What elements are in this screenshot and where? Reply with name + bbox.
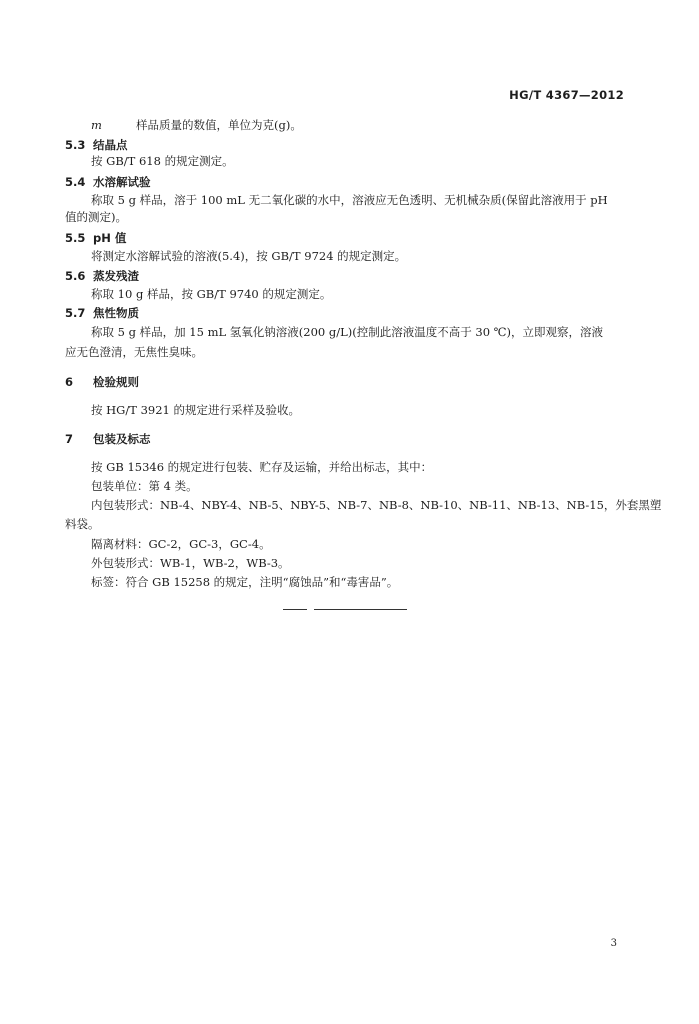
- section-title: 蒸发残渣: [93, 269, 139, 283]
- section-title: 结晶点: [93, 138, 128, 152]
- section-text-5-7-line1: 称取 5 g 样品，加 15 mL 氢氧化钠溶液(200 g/L)(控制此溶液温度不高于 30 ℃)，立即观察，溶液: [91, 325, 604, 339]
- end-rule-long: [314, 609, 407, 610]
- section-text-5-6: 称取 10 g 样品，按 GB/T 9740 的规定测定。: [91, 287, 332, 301]
- section-text-7-p3-line1: 内包装形式：NB-4、NBY-4、NB-5、NBY-5、NB-7、NB-8、NB-10、NB-11、NB-13、NB-15，外套黑塑: [91, 498, 662, 512]
- section-heading-5-3: [65, 137, 128, 153]
- section-number: 5.6: [65, 269, 86, 283]
- section-heading-5-5: [65, 230, 126, 246]
- section-number: 7: [65, 432, 74, 446]
- variable-definition: [91, 118, 302, 133]
- section-text-7-p1: 按 GB 15346 的规定进行包装、贮存及运输，并给出标志，其中：: [91, 460, 433, 474]
- section-text-5-4-line2: 值的测定)。: [65, 210, 127, 224]
- section-heading-7: [65, 431, 151, 447]
- section-text-7-p5: 外包装形式：WB-1，WB-2，WB-3。: [91, 556, 290, 570]
- variable-text: 样品质量的数值，单位为克(g)。: [136, 118, 302, 132]
- section-text-7-p4: 隔离材料：GC-2，GC-3，GC-4。: [91, 537, 271, 551]
- section-text-5-4-line1: 称取 5 g 样品，溶于 100 mL 无二氧化碳的水中，溶液应无色透明、无机械杂质(保留此溶液用于 pH: [91, 193, 608, 207]
- section-text-6: 按 HG/T 3921 的规定进行采样及验收。: [91, 403, 300, 417]
- section-text-5-7-line2: 应无色澄清，无焦性臭味。: [65, 345, 203, 359]
- section-text-7-p6: 标签：符合 GB 15258 的规定，注明“腐蚀品”和“毒害品”。: [91, 575, 399, 589]
- variable-symbol: m: [91, 118, 102, 132]
- section-title: 检验规则: [93, 375, 139, 389]
- page-number: 3: [610, 938, 617, 949]
- section-number: 5.3: [65, 138, 86, 152]
- standard-code: HG/T 4367—2012: [509, 88, 624, 102]
- section-number: 6: [65, 375, 74, 389]
- section-heading-5-6: [65, 268, 139, 284]
- section-text-5-3: 按 GB/T 618 的规定测定。: [91, 154, 234, 168]
- section-title: 包装及标志: [93, 432, 151, 446]
- section-title: 焦性物质: [93, 306, 139, 320]
- section-heading-6: [65, 374, 139, 390]
- section-heading-5-7: [65, 305, 139, 321]
- section-number: 5.7: [65, 306, 86, 320]
- section-number: 5.5: [65, 231, 86, 245]
- section-number: 5.4: [65, 175, 86, 189]
- section-text-7-p2: 包装单位：第 4 类。: [91, 479, 198, 493]
- end-rule-short: [283, 609, 307, 610]
- section-heading-5-4: [65, 174, 151, 190]
- section-title: pH 值: [93, 231, 127, 245]
- section-title: 水溶解试验: [93, 175, 151, 189]
- section-text-7-p3-line2: 料袋。: [65, 517, 100, 531]
- section-text-5-5: 将测定水溶解试验的溶液(5.4)，按 GB/T 9724 的规定测定。: [91, 249, 407, 263]
